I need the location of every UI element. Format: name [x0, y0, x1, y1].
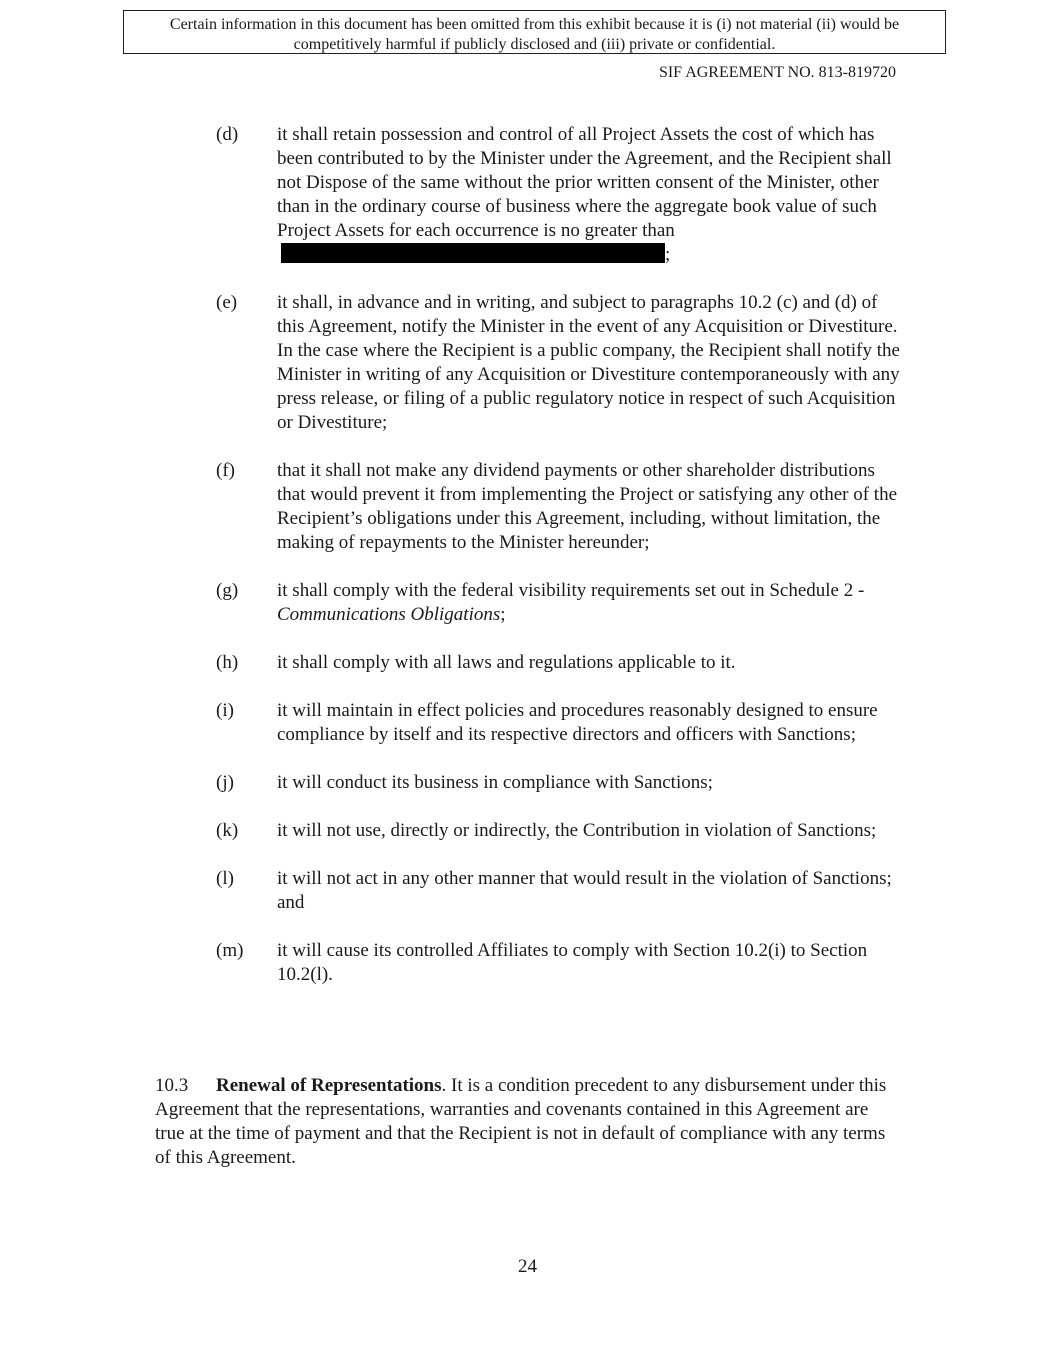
item-label: (i): [216, 700, 234, 721]
section-number: 10.3: [155, 1075, 189, 1096]
item-label: (j): [216, 772, 234, 793]
section-title: Renewal of Representations: [216, 1075, 442, 1096]
item-text: it will conduct its business in compliance with Sanctions;: [277, 772, 713, 793]
list-item-m: [216, 939, 906, 987]
item-label: (h): [216, 652, 239, 673]
list-item-g: [216, 579, 906, 627]
section-10-3: [155, 1074, 900, 1170]
item-text: that it shall not make any dividend payments or other shareholder distributions that would prevent it from implementing the Project or satisfying any other of the Recipient’s obligations under this Agreement, including, without limitation, the making of repayments to the Minister hereunder;: [277, 460, 897, 553]
item-label: (m): [216, 940, 244, 961]
agreement-number: SIF AGREEMENT NO. 813-819720: [658, 64, 896, 81]
list-item-k: [216, 819, 906, 843]
item-text: it will cause its controlled Affiliates to comply with Section 10.2(i) to Section 10.2(l).: [277, 940, 868, 985]
list-item-e: [216, 291, 906, 435]
page-number: 24: [518, 1256, 537, 1277]
covenant-list: [216, 123, 906, 1011]
list-item-i: [216, 699, 906, 747]
item-text: it shall comply with all laws and regulations applicable to it.: [277, 652, 736, 673]
item-text: it shall, in advance and in writing, and subject to paragraphs 10.2 (c) and (d) of this Agreement, notify the Minister in the event of any Acquisition or Divestiture. In the case where the Recipient is a public company, the Recipient shall notify the Minister in writing of any Acquisition or Divestiture contemporaneously with any press release, or filing of a public regulatory notice in respect of such Acquisition or Divestiture;: [277, 292, 900, 433]
item-label: (k): [216, 820, 239, 841]
item-label: (l): [216, 868, 234, 889]
item-text: it will not use, directly or indirectly, the Contribution in violation of Sanctions;: [277, 820, 877, 841]
confidentiality-notice: Certain information in this document has been omitted from this exhibit because it is (i) not material (ii) would be competitively harmful if publicly disclosed and (iii) private or confidential.: [123, 10, 946, 54]
list-item-j: [216, 771, 906, 795]
item-label: (g): [216, 580, 239, 601]
item-label: (e): [216, 292, 238, 313]
item-label: (f): [216, 460, 235, 481]
list-item-h: [216, 651, 906, 675]
list-item-d: [216, 123, 906, 267]
redaction-block: [281, 243, 665, 263]
section-body: . It is a condition precedent to any disbursement under this Agreement that the representations, warranties and covenants contained in this Agreement are true at the time of payment and that the Recipient is not in default of compliance with any terms of this Agreement.: [155, 1075, 887, 1168]
item-text: it shall comply with the federal visibility requirements set out in Schedule 2 - Communications Obligations;: [277, 580, 865, 625]
item-text: it will maintain in effect policies and procedures reasonably designed to ensure compliance by itself and its respective directors and officers with Sanctions;: [277, 700, 878, 745]
item-text: it will not act in any other manner that would result in the violation of Sanctions; and: [277, 868, 892, 913]
item-text: it shall retain possession and control of all Project Assets the cost of which has been contributed to by the Minister under the Agreement, and the Recipient shall not Dispose of the same without the prior written consent of the Minister, other than in the ordinary course of business where the aggregate book value of such Project Assets for each occurrence is no greater than;: [277, 124, 892, 265]
item-label: (d): [216, 124, 239, 145]
list-item-f: [216, 459, 906, 555]
list-item-l: [216, 867, 906, 915]
